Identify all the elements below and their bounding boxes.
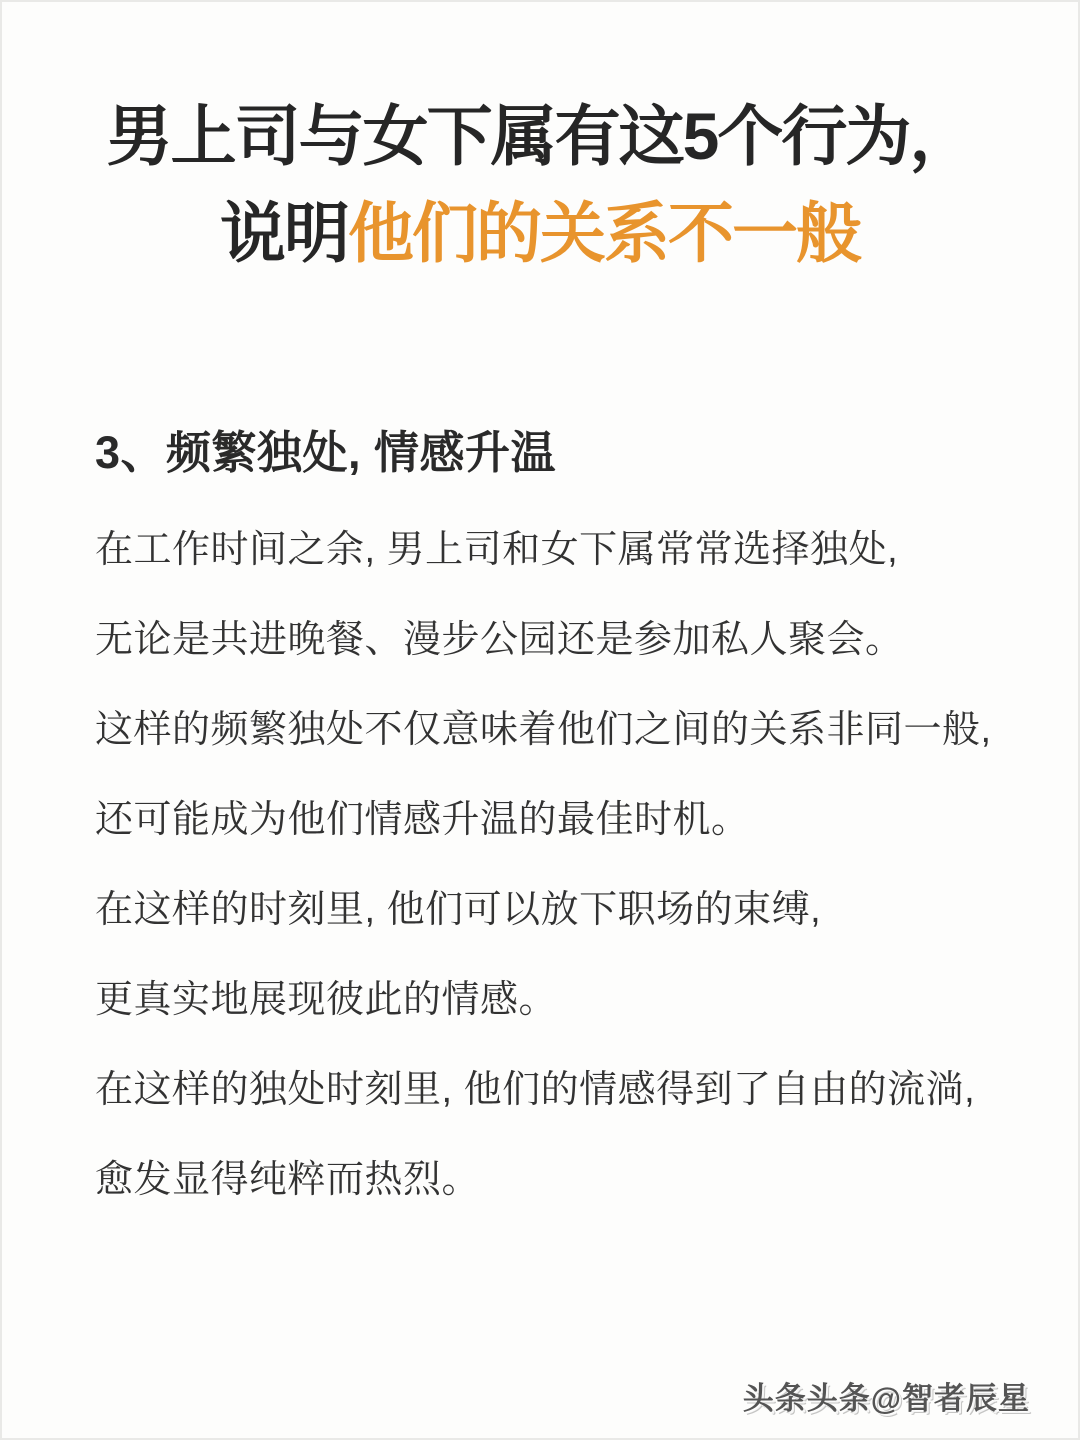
body-line-1: 在工作时间之余, 男上司和女下属常常选择独处, [95,529,899,571]
body-text [95,505,1040,1225]
section-heading: 3、频繁独处, 情感升温 [95,427,557,478]
post-title-line2 [0,185,1080,282]
body-line-5: 在这样的时刻里, 他们可以放下职场的束缚, [95,889,822,931]
post-title-line2-prefix: 说明 [220,196,348,270]
author-watermark: 头条头条@智者辰星 [742,1381,1030,1416]
post-title [0,88,1080,282]
body-line-4: 还可能成为他们情感升温的最佳时机。 [95,799,750,841]
body-line-2: 无论是共进晚餐、漫步公园还是参加私人聚会。 [95,619,904,661]
post-title-line1: 男上司与女下属有这5个行为， [106,99,974,173]
body-line-6: 更真实地展现彼此的情感。 [95,979,558,1021]
body-line-7: 在这样的独处时刻里, 他们的情感得到了自由的流淌, [95,1069,976,1111]
post-title-highlight: 他们的关系不一般 [348,196,860,270]
body-line-8: 愈发显得纯粹而热烈。 [95,1159,481,1201]
body-line-3: 这样的频繁独处不仅意味着他们之间的关系非同一般, [95,709,992,751]
